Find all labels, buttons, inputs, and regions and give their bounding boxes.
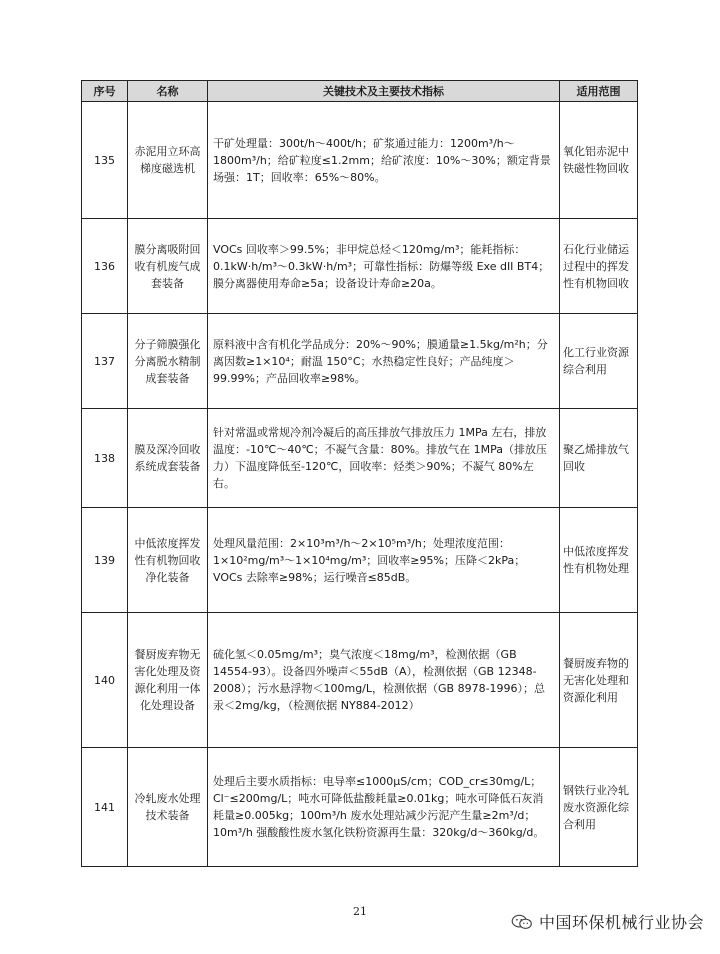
- row-name: 膜分离吸附回收有机废气成套装备: [128, 219, 208, 314]
- row-name: 膜及深冷回收系统成套装备: [128, 409, 208, 508]
- watermark: [511, 910, 704, 933]
- header-no: 序号: [82, 81, 128, 102]
- header-scope: 适用范围: [560, 81, 638, 102]
- row-spec: 干矿处理量：300t/h～400t/h；矿浆通过能力：1200m³/h～1800m³/h；给矿粒度≤1.2mm；给矿浓度：10%～30%；额定背景场强：1T；回收率：65%～80%。: [208, 102, 560, 219]
- row-number: 137: [82, 314, 128, 409]
- row-scope: 聚乙烯排放气回收: [560, 409, 638, 508]
- row-spec: 处理后主要水质指标：电导率≤1000μS/cm；COD_cr≤30mg/L；Cl⁻≤200mg/L；吨水可降低盐酸耗量≥0.01kg；吨水可降低石灰消耗量≥0.005kg；100m³/h 废水处理站减少污泥产生量≥2m³/d；10m³/h 强酸酸性废水氢化铁粉资源再生量：320kg/d～360kg/d。: [208, 748, 560, 867]
- equipment-spec-table: [81, 80, 638, 867]
- row-scope: 钢铁行业冷轧废水资源化综合利用: [560, 748, 638, 867]
- table-header-row: [82, 81, 638, 102]
- row-scope: 餐厨废弃物的无害化处理和资源化利用: [560, 613, 638, 748]
- table-row: [82, 409, 638, 508]
- row-name: 分子筛膜强化分离脱水精制成套装备: [128, 314, 208, 409]
- table-row: [82, 314, 638, 409]
- row-scope: 石化行业储运过程中的挥发性有机物回收: [560, 219, 638, 314]
- row-spec: 硫化氢＜0.05mg/m³；臭气浓度＜18mg/m³，检测依据（GB 14554-93）。设备四外噪声＜55dB（A），检测依据（GB 12348-2008）；污水悬浮物＜100mg/L，检测依据（GB 8978-1996）；总汞＜2mg/kg，（检测依据 NY884-2012）: [208, 613, 560, 748]
- table-row: [82, 613, 638, 748]
- page-number: 21: [353, 905, 367, 918]
- row-name: 冷轧废水处理技术装备: [128, 748, 208, 867]
- row-number: 136: [82, 219, 128, 314]
- row-number: 138: [82, 409, 128, 508]
- row-spec: VOCs 回收率＞99.5%；非甲烷总烃＜120mg/m³；能耗指标：0.1kW·h/m³～0.3kW·h/m³；可靠性指标：防爆等级 Exe dII BT4；膜分离器使用寿命≥5a；设备设计寿命≥20a。: [208, 219, 560, 314]
- table-row: [82, 748, 638, 867]
- row-number: 141: [82, 748, 128, 867]
- table-row: [82, 102, 638, 219]
- table-row: [82, 508, 638, 613]
- row-number: 135: [82, 102, 128, 219]
- row-name: 餐厨废弃物无害化处理及资源化利用一体化处理设备: [128, 613, 208, 748]
- wechat-icon: [511, 914, 533, 930]
- header-name: 名称: [128, 81, 208, 102]
- row-number: 139: [82, 508, 128, 613]
- row-scope: 中低浓度挥发性有机物处理: [560, 508, 638, 613]
- row-spec: 针对常温或常规冷剂冷凝后的高压排放气排放压力 1MPa 左右，排放温度：-10℃～40℃；不凝气含量：80%。排放气在 1MPa（排放压力）下温度降低至-120℃，回收率：烃类＞90%；不凝气 80%左右。: [208, 409, 560, 508]
- row-number: 140: [82, 613, 128, 748]
- header-spec: 关键技术及主要技术指标: [208, 81, 560, 102]
- row-scope: 氧化铝赤泥中铁磁性物回收: [560, 102, 638, 219]
- row-scope: 化工行业资源综合利用: [560, 314, 638, 409]
- row-name: 赤泥用立环高梯度磁选机: [128, 102, 208, 219]
- table-row: [82, 219, 638, 314]
- row-name: 中低浓度挥发性有机物回收净化装备: [128, 508, 208, 613]
- watermark-text: 中国环保机械行业协会: [538, 913, 704, 932]
- row-spec: 原料液中含有机化学品成分：20%～90%；膜通量≥1.5kg/m²h；分离因数≥1×10⁴；耐温 150°C；水热稳定性良好；产品纯度＞99.99%；产品回收率≥98%。: [208, 314, 560, 409]
- row-spec: 处理风量范围：2×10³m³/h～2×10⁵m³/h；处理浓度范围：1×10²mg/m³～1×10⁴mg/m³；回收率≥95%；压降＜2kPa；VOCs 去除率≥98%；运行噪音≤85dB。: [208, 508, 560, 613]
